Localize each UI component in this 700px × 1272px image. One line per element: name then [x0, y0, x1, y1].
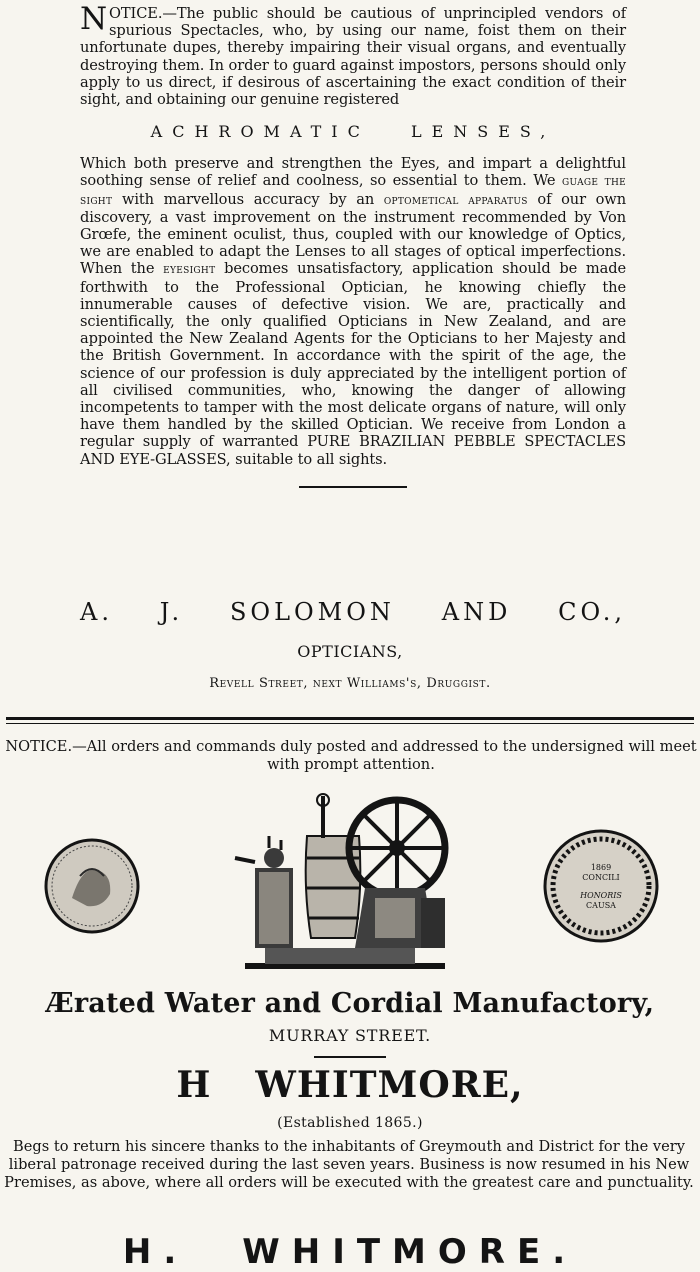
short-divider [299, 486, 407, 488]
body-smallcaps-1: guage the sight [80, 174, 626, 208]
proprietor-name [0, 1064, 700, 1106]
thanks-paragraph: Begs to return his sincere thanks to the inhabitants of Greymouth and District for the very liberal patronage received during the last seven years. Business is now resumed in his New Premises, as above, where all orders will be executed with the greatest care and punctuality. [4, 1138, 694, 1191]
lenses-heading: ACHROMATIC LENSES, [150, 122, 556, 142]
orders-notice: NOTICE.—All orders and commands duly posted and addressed to the undersigned will meet with prompt attention. [5, 738, 697, 773]
medal-text-4: CAUSA [586, 901, 616, 910]
firm-name [80, 598, 626, 626]
firm-word-4: AND [441, 598, 512, 626]
section-divider [6, 717, 694, 724]
medal-text-1: 1869 [590, 863, 612, 872]
lenses-body-paragraph [80, 155, 626, 468]
proprietor-surname: WHITMORE, [255, 1064, 524, 1106]
medal-left-icon [42, 836, 142, 936]
body-smallcaps-2: optometical apparatus [383, 192, 528, 208]
established-label: (Established 1865.) [277, 1115, 423, 1131]
body-text-3: of our own discovery, a vast improvement on the instrument recommended by Von Grœfe, the eminent oculist, thus, coupled with our knowledge of Optics, we are enabled to adapt the Lenses to all stages of optical imperfections. When the [80, 190, 626, 278]
firm-word-5: CO., [558, 598, 626, 626]
medal-text-3: HONORIS [580, 891, 622, 900]
engraving-illustration-icon [225, 788, 465, 988]
trade-label: OPTICIANS, [297, 642, 403, 661]
footer-surname: WHITMORE. [242, 1232, 578, 1272]
body-text-2: with marvellous accuracy by an [112, 190, 384, 208]
manufactory-title: Ærated Water and Cordial Manufactory, [45, 988, 655, 1019]
firm-address: Revell Street, next Williams's, Druggist. [209, 676, 491, 691]
solomon-advertisement [80, 1, 626, 488]
notice-text: OTICE.—The public should be cautious of unprincipled vendors of spurious Spectacles, who, by using our name, foist them on their unfortunate dupes, thereby impairing their visual organs, and eventually destroying them. In order to guard against impostors, persons should only apply to us direct, if desirous of ascertaining the exact condition of their sight, and obtaining our genuine registered [80, 5, 626, 109]
body-text-4: becomes unsatisfactory, application should be made forthwith to the Professional Optician, he knowing chiefly the innumerable causes of defective vision. We are, practically and scientifically, the only qualified Opticians in New Zealand, and are appointed the New Zealand Agents for the Opticians to her Majesty and the British Government. In accordance with the spirit of the age, the science of our profession is duly appreciated by the intelligent portion of all civilised communities, who, knowing the danger of allowing incompetents to tamper with the most delicate organs of nature, will only have them handled by the skilled Optician. We receive from London a regular supply of warranted PURE BRAZILIAN PEBBLE SPECTACLES AND EYE-GLASSES, suitable to all sights. [80, 260, 626, 468]
footer-name [0, 1232, 700, 1272]
body-smallcaps-3: eyesight [163, 262, 216, 278]
firm-word-1: A. [80, 598, 113, 626]
notice-paragraph [80, 1, 626, 109]
footer-initial: H. [122, 1232, 189, 1272]
proprietor-initial: H [176, 1064, 212, 1106]
notice-dropcap: N [80, 1, 108, 37]
street-label: MURRAY STREET. [268, 1026, 432, 1045]
name-divider [314, 1056, 386, 1058]
firm-word-2: J. [159, 598, 184, 626]
medal-right-icon [542, 828, 660, 944]
body-text-1: Which both preserve and strengthen the Eyes, and impart a delightful soothing sense of relief and coolness, so essential to them. We [80, 155, 626, 190]
firm-word-3: SOLOMON [229, 598, 395, 626]
medal-text-2: CONCILI [582, 873, 620, 882]
